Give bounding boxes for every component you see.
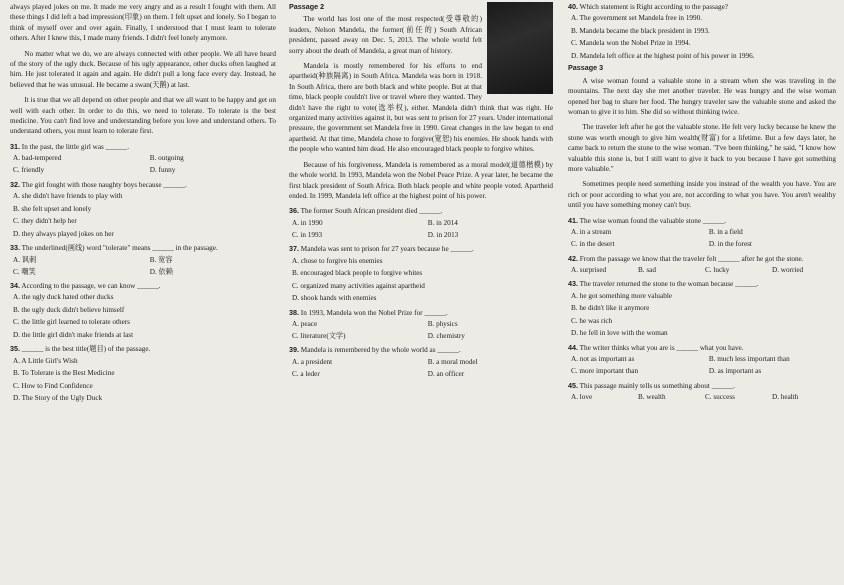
q34-option-a: A. the ugly duck hated other ducks: [13, 293, 114, 302]
q45-option-d: D. health: [772, 392, 799, 401]
question-36: 36. The former South African president died ______. A. in 1990 B. in 2014 C. in 1993 D. in 2013: [289, 206, 553, 240]
q45-option-b: B. wealth: [638, 392, 666, 401]
q35-stem: ______ is the best title(题目) of the passage.: [21, 345, 151, 354]
q38-option-d: D. chemistry: [427, 332, 465, 341]
q37-stem: Mandela was sent to prison for 27 years because he ______.: [300, 245, 474, 254]
question-42: 42. From the passage we know that the traveler felt ______ after he got the stone. A. surprised B. sad C. lucky D. worried: [568, 254, 836, 276]
question-31: 31. In the past, the little girl was ______. A. bad-tempered B. outgoing C. friendly D. funny: [10, 142, 276, 176]
question-38: 38. In 1993, Mandela won the Nobel Prize for ______. A. peace B. physics C. literature(文学) D. chemistry: [289, 308, 553, 342]
q31-option-b: B. outgoing: [149, 154, 184, 163]
q39-option-c: C. a leder: [292, 369, 320, 378]
question-44: 44. The writer thinks what you are is ______ what you have. A. not as important as B. much less important than C. more important than D. as important as: [568, 343, 836, 377]
q44-option-b: B. much less important than: [708, 355, 790, 364]
q42-option-a: A. surprised: [571, 265, 607, 274]
q42-option-c: C. lucky: [705, 265, 730, 274]
question-37: 37. Mandela was sent to prison for 27 years because he ______. A. chose to forgive his enemies B. encouraged black people to forgive whites C. organized many activities against apartheid D. shook hands with enemies: [289, 244, 553, 303]
q45-option-a: A. love: [571, 392, 593, 401]
q40-option-b: B. Mandela became the black president in 1993.: [571, 26, 710, 35]
passage2-para-2: Mandela is mostly remembered for his efforts to end apartheid(种族隔离) in South Africa. Mandela was born in 1918. In South Africa, there are both black and white people. But at that time, black people couldn't live or travel where they wanted. They didn't have the right to vote(选举权), either. Mandela didn't think that was right. He organized many activities against it, but was sent to prison for 27 years. Under international pressure, the government set Mandela free in 1990. Great changes in the law began to end apartheid. At that time, Mandela chose to forgive(宽恕) his enemies. He shook hands with the people who wanted him dead. He also encouraged black people to forgive whites.: [289, 62, 553, 154]
q35-option-b: B. To Tolerate is the Best Medicine: [13, 369, 115, 378]
q31-stem: In the past, the little girl was ______.: [21, 142, 129, 151]
q35-option-d: D. The Story of the Ugly Duck: [13, 394, 103, 403]
q42-stem: From the passage we know that the traveler felt ______ after he got the stone.: [579, 254, 804, 263]
q34-option-b: B. the ugly duck didn't believe himself: [13, 305, 125, 314]
q44-option-d: D. as important as: [708, 367, 762, 376]
q42-option-b: B. sad: [638, 265, 656, 274]
q41-option-c: C. in the desert: [571, 240, 615, 249]
question-40: 40. Which statement is Right according to the passage? A. The government set Mandela free in 1990. B. Mandela became the black president in 1993. C. Mandela won the Nobel Prize in 1994. D. Mandela left office at the highest point of his power in 1996.: [568, 2, 836, 61]
q34-option-c: C. the little girl learned to tolerate others: [13, 318, 130, 327]
q41-option-b: B. in a field: [708, 228, 743, 237]
q43-option-a: A. he got something more valuable: [571, 291, 673, 300]
passage3-para-1: A wise woman found a valuable stone in a stream when she was traveling in the mountains. The next day she met another traveler. He was hungry and the wise woman opened her bag to share her food. The hungry traveler saw the valuable stone and asked the woman to give it to him. She did so without thinking twice.: [568, 76, 836, 117]
q39-option-b: B. a moral model: [427, 357, 478, 366]
q33-option-d: D. 依赖: [149, 267, 173, 276]
q32-stem: The girl fought with those naughty boys because ______.: [21, 180, 187, 189]
passage3-para-3: Sometimes people need something inside you instead of the wealth you have. You are rich or poor according to what you are, not according to what you have. You aren't wealthy until you have something money can't buy.: [568, 180, 836, 210]
passage2-para-3: Because of his forgiveness, Mandela is remembered as a moral model(道德楷模) by the whole world. In 1993, Mandela won the Nobel Peace Prize. A year later, he became the first black president of South Africa. Both black people and white people voted. Apartheid ended. In 1999, Mandela left office at the highest point of his power.: [289, 160, 553, 200]
passage1-para-2: No matter what we do, we are always connected with other people. We all have heard of the story of the ugly duck. Because of his ugly appearance, other ducks often laughed at him. He just tolerated it again and again. He didn't pull a long face every day. Instead, he believed that he was unusual. He became a swan(天鹅) at last.: [10, 49, 276, 89]
column-2: [289, 2, 553, 381]
q39-stem: Mandela is remembered by the whole world as ______.: [300, 346, 461, 355]
question-43: 43. The traveler returned the stone to the woman because ______. A. he got something more valuable B. he didn't like it anymore C. he was rich D. he fell in love with the woman: [568, 279, 836, 338]
q40-stem: Which statement is Right according to the passage?: [579, 3, 728, 11]
q34-option-d: D. the little girl didn't make friends at last: [13, 330, 134, 339]
q36-option-b: B. in 2014: [427, 218, 458, 227]
q37-option-d: D. shook hands with enemies: [292, 294, 377, 303]
passage3-para-2: The traveler left after he got the valuable stone. He felt very lucky because he knew the stone was worth enough to give him wealth(财富) for a lifetime. But a few days later, he came back to return the stone to the wise woman. "I've been thinking," he said, "I know how valuable this stone is, but I still want to give it back to you because I have got something more valuable.": [568, 123, 836, 174]
q31-option-c: C. friendly: [13, 166, 45, 175]
q31-option-d: D. funny: [149, 166, 176, 175]
q43-option-b: B. he didn't like it anymore: [571, 304, 650, 313]
q45-stem: This passage mainly tells us something about ______.: [579, 381, 735, 390]
passage2-para-1: The world has lost one of the most respected(受尊敬的) leaders, Nelson Mandela, the former(前任的) South African president, passed away on Dec. 5, 2013. The whole world felt sorry about the death of Mandela, a great man of history.: [289, 15, 482, 55]
q43-stem: The traveler returned the stone to the woman because ______.: [579, 280, 759, 289]
q38-option-c: C. literature(文学): [292, 332, 346, 341]
q32-option-a: A. she didn't have friends to play with: [13, 192, 123, 201]
q35-option-c: C. How to Find Confidence: [13, 381, 93, 390]
question-39: 39. Mandela is remembered by the whole world as ______. A. a president B. a moral model C. a leder D. an officer: [289, 345, 553, 379]
q42-option-d: D. worried: [772, 265, 804, 274]
question-35: 35. ______ is the best title(题目) of the passage. A. A Little Girl's Wish B. To Tolerate is the Best Medicine C. How to Find Confidence D. The Story of the Ugly Duck: [10, 344, 276, 403]
q45-option-c: C. success: [705, 392, 735, 401]
q39-option-a: A. a president: [292, 357, 333, 366]
column-3: [568, 2, 836, 404]
q38-option-a: A. peace: [292, 319, 318, 328]
question-33: 33. The underlined(画线) word "tolerate" means ______ in the passage. A. 讽刺 B. 宽容 C. 嘲笑 D. 依赖: [10, 243, 276, 277]
q35-option-a: A. A Little Girl's Wish: [13, 356, 78, 365]
q43-option-d: D. he fell in love with the woman: [571, 329, 668, 338]
q36-option-d: D. in 2013: [427, 230, 459, 239]
q38-option-b: B. physics: [427, 319, 458, 328]
q43-option-c: C. he was rich: [571, 316, 613, 325]
passage1-para-3: It is true that we all depend on other people and that we all want to be happy and get on well with each other. In order to do this, we need to tolerate. To tolerate is the best medicine. You can't find love and understanding before you love and understand others. To understand others, you must learn to tolerate first.: [10, 96, 276, 136]
q36-stem: The former South African president died ______.: [300, 207, 443, 216]
q33-option-c: C. 嘲笑: [13, 267, 36, 276]
q41-option-a: A. in a stream: [571, 228, 612, 237]
q33-stem: The underlined(画线) word "tolerate" means ______ in the passage.: [21, 244, 218, 253]
q31-option-a: A. bad-tempered: [13, 154, 62, 163]
question-32: 32. The girl fought with those naughty boys because ______. A. she didn't have friends to play with B. she felt upset and lonely C. they didn't help her D. they always played jokes on her: [10, 180, 276, 239]
q40-option-c: C. Mandela won the Nobel Prize in 1994.: [571, 39, 691, 48]
passage2-heading: Passage 2: [289, 2, 325, 11]
column-1: [10, 2, 276, 406]
q39-option-d: D. an officer: [427, 369, 465, 378]
question-34: 34. According to the passage, we can know ______. A. the ugly duck hated other ducks B. the ugly duck didn't believe himself C. the little girl learned to tolerate others D. the little girl didn't make friends at last: [10, 281, 276, 340]
q32-option-b: B. she felt upset and lonely: [13, 204, 92, 213]
q41-option-d: D. in the forest: [708, 240, 752, 249]
q41-stem: The wise woman found the valuable stone ______.: [579, 216, 727, 225]
q40-option-a: A. The government set Mandela free in 1990.: [571, 14, 702, 23]
passage3-heading: Passage 3: [568, 63, 604, 73]
mandela-photo: [487, 2, 553, 94]
q44-option-c: C. more important than: [571, 367, 639, 376]
q33-option-b: B. 宽容: [149, 255, 173, 264]
q38-stem: In 1993, Mandela won the Nobel Prize for ______.: [300, 308, 448, 317]
q32-option-d: D. they always played jokes on her: [13, 229, 114, 238]
q34-stem: According to the passage, we can know ______.: [21, 281, 161, 290]
q44-stem: The writer thinks what you are is ______ what you have.: [579, 343, 744, 352]
q33-option-a: A. 讽刺: [13, 255, 37, 264]
q44-option-a: A. not as important as: [571, 355, 635, 364]
question-41: 41. The wise woman found the valuable stone ______. A. in a stream B. in a field C. in the desert D. in the forest: [568, 216, 836, 250]
q32-option-c: C. they didn't help her: [13, 217, 77, 226]
q37-option-b: B. encouraged black people to forgive whites: [292, 269, 423, 278]
q36-option-c: C. in 1993: [292, 230, 323, 239]
passage1-para-1: always played jokes on me. It made me very angry and as a result I fought with them. All these things I did left a bad impression(印象) on them. I felt upset and lonely. So I began to think of myself over and over again. Finally, I understood that I must learn to tolerate others. After I knew this, I made many friends. I didn't feel lonely anymore.: [10, 3, 276, 43]
q36-option-a: A. in 1990: [292, 218, 323, 227]
q37-option-c: C. organized many activities against apartheid: [292, 281, 425, 290]
q37-option-a: A. chose to forgive his enemies: [292, 256, 383, 265]
q40-option-d: D. Mandela left office at the highest point of his power in 1996.: [571, 51, 755, 60]
question-45: 45. This passage mainly tells us something about ______. A. love B. wealth C. success D. health: [568, 381, 836, 403]
